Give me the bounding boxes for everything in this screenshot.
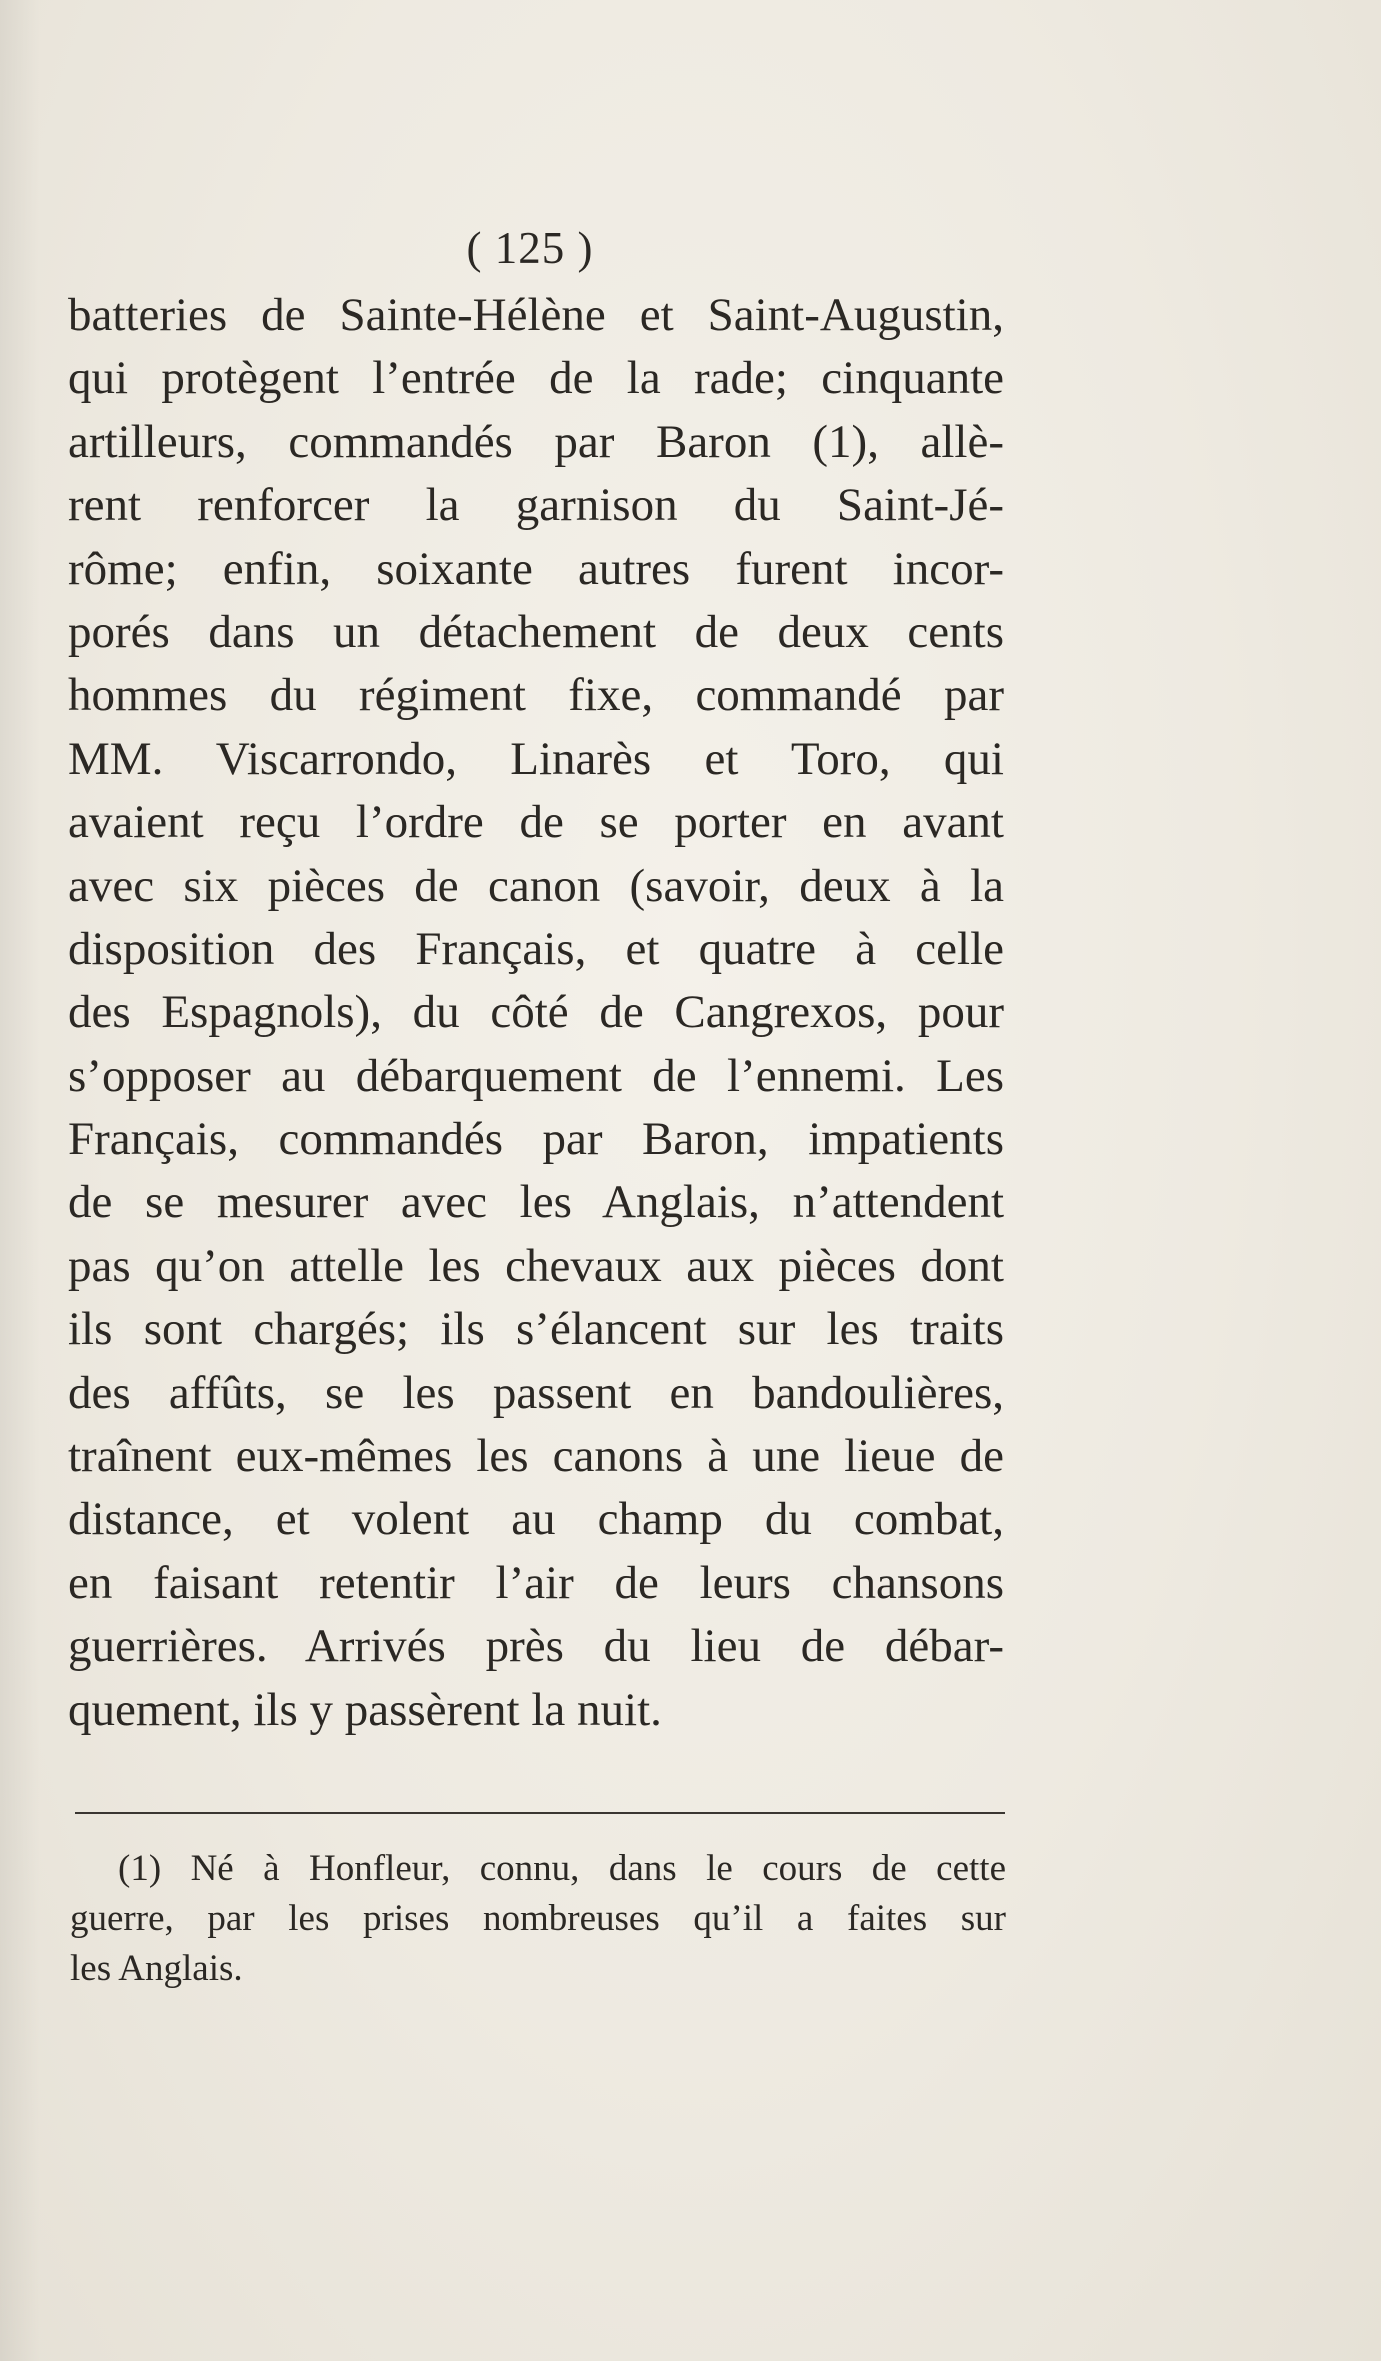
footnote-line: les Anglais. [70,1948,243,1989]
footnote-divider [75,1812,1005,1814]
text-line: de se mesurer avec les Anglais, n’attendent [68,1176,1004,1229]
text-line: qui protègent l’entrée de la rade; cinquante [68,352,1004,405]
text-line: Français, commandés par Baron, impatients [68,1113,1004,1166]
footnote [70,1844,1006,1994]
body-text [68,284,1004,1742]
text-line: disposition des Français, et quatre à celle [68,922,1004,975]
text-line: des Espagnols), du côté de Cangrexos, pour [68,986,1004,1039]
text-line: rôme; enfin, soixante autres furent incor- [68,542,1004,595]
text-line: quement, ils y passèrent la nuit. [68,1683,662,1736]
text-line: porés dans un détachement de deux cents [68,605,1004,658]
page-number: ( 125 ) [466,223,594,273]
text-line: ils sont chargés; ils s’élancent sur les traits [68,1303,1004,1356]
text-line: en faisant retentir l’air de leurs chansons [68,1556,1004,1609]
text-line: avaient reçu l’ordre de se porter en avant [68,796,1004,849]
text-line: batteries de Sainte-Hélène et Saint-Augustin, [68,289,1004,341]
text-line: traînent eux-mêmes les canons à une lieue de [68,1430,1004,1483]
text-line: avec six pièces de canon (savoir, deux à la [68,859,1004,912]
text-line: MM. Viscarrondo, Linarès et Toro, qui [68,732,1004,785]
text-line: s’opposer au débarquement de l’ennemi. Les [68,1049,1004,1102]
text-line: pas qu’on attelle les chevaux aux pièces dont [68,1239,1004,1292]
page-edge-shadow [0,0,40,2361]
footnote-line: guerre, par les prises nombreuses qu’il a faites sur [70,1898,1006,1939]
text-line: artilleurs, commandés par Baron (1), allè- [68,415,1004,468]
footnote-line: (1) Né à Honfleur, connu, dans le cours de cette [118,1848,1006,1889]
text-line: hommes du régiment fixe, commandé par [68,669,1004,722]
text-line: guerrières. Arrivés près du lieu de débar- [68,1620,1004,1673]
text-line: des affûts, se les passent en bandoulières, [68,1366,1004,1419]
text-line: distance, et volent au champ du combat, [68,1493,1004,1546]
text-line: rent renforcer la garnison du Saint-Jé- [68,479,1004,532]
